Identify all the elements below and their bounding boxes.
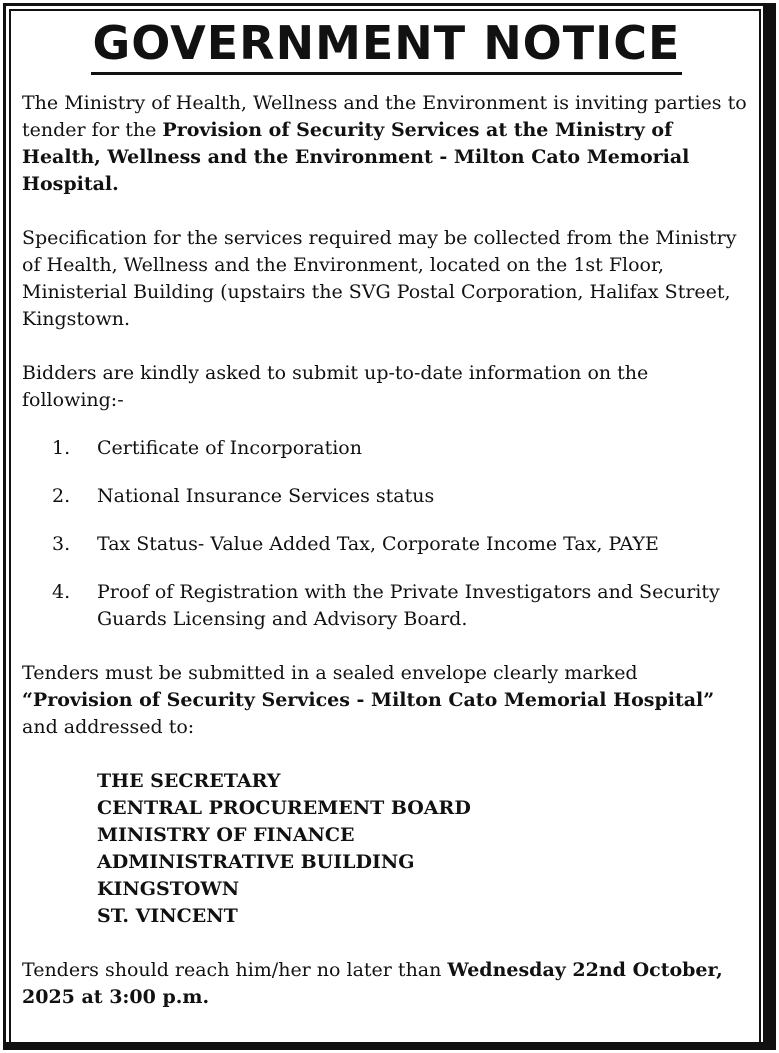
intro-text: The Ministry of Health, Wellness and the Environment is inviting parties to tender for the (22, 92, 747, 141)
list-number: 3. (52, 533, 71, 555)
requirements-list (22, 435, 754, 633)
deadline-text: Tenders should reach him/her no later than (22, 959, 448, 981)
list-item (22, 483, 754, 510)
list-number: 4. (52, 581, 71, 603)
submission-paragraph (22, 660, 754, 741)
list-text: National Insurance Services status (97, 485, 435, 507)
list-number: 2. (52, 485, 71, 507)
intro-paragraph (22, 90, 754, 198)
intro-bold-title: Provision of Security Services at the Ministry of Health, Wellness and the Environment - Milton Cato Memorial Hospital. (22, 119, 690, 195)
submission-after-text: and addressed to: (22, 716, 195, 738)
notice-title: GOVERNMENT NOTICE (91, 14, 683, 75)
deadline-bold-date: Wednesday 22nd October, 2025 at 3:00 p.m. (22, 959, 723, 1008)
submission-text: Tenders must be submitted in a sealed envelope clearly marked (22, 662, 638, 684)
list-number: 1. (52, 437, 71, 459)
specification-paragraph: Specification for the services required may be collected from the Ministry of Health, Wellness and the Environment, located on the 1st Floor, Ministerial Building (upstairs the SVG Postal Corporation, Halifax Street, Kingstown. (22, 227, 737, 330)
list-item (22, 531, 754, 558)
deadline-paragraph (22, 957, 754, 1011)
notice-body (22, 90, 754, 1011)
submission-bold-marking: “Provision of Security Services - Milton Cato Memorial Hospital” (22, 689, 715, 711)
bidders-paragraph: Bidders are kindly asked to submit up-to-date information on the following:- (22, 362, 649, 411)
title-container (14, 14, 759, 75)
address-line: CENTRAL PROCUREMENT BOARD (97, 797, 471, 819)
list-item (22, 579, 754, 633)
address-line: THE SECRETARY (97, 770, 281, 792)
address-line: MINISTRY OF FINANCE (97, 824, 355, 846)
address-block (97, 768, 754, 930)
list-text: Certificate of Incorporation (97, 437, 362, 459)
address-line: KINGSTOWN (97, 878, 240, 900)
border-shadow-right (763, 6, 773, 1047)
list-item (22, 435, 754, 462)
list-text: Tax Status- Value Added Tax, Corporate Income Tax, PAYE (97, 533, 659, 555)
address-line: ADMINISTRATIVE BUILDING (97, 851, 415, 873)
address-line: ST. VINCENT (97, 905, 238, 927)
list-text: Proof of Registration with the Private Investigators and Security Guards Licensing and Advisory Board. (97, 581, 720, 630)
